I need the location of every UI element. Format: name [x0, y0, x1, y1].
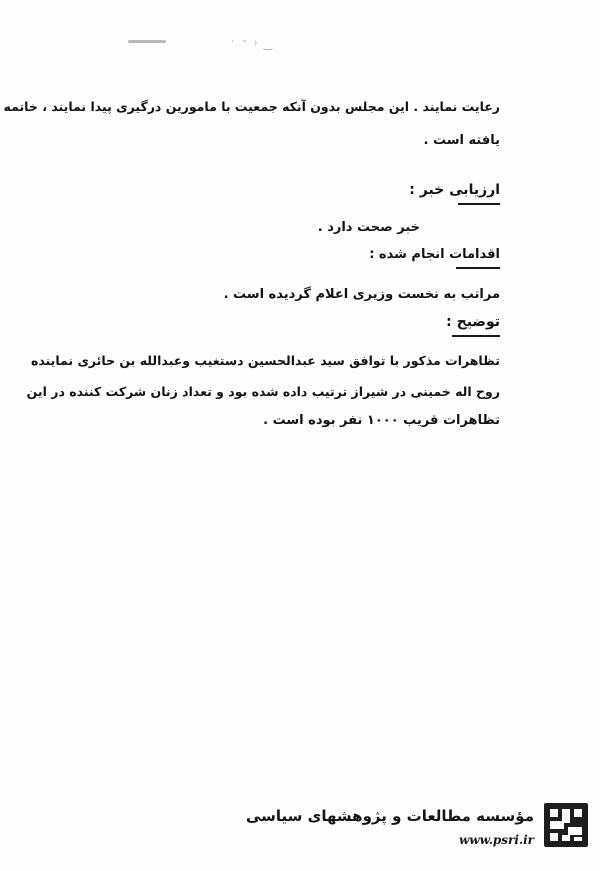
org-url[interactable]: www.psri.ir — [458, 833, 534, 847]
actions-underline — [456, 267, 500, 269]
evaluation-heading: ارزیابی خبر : — [409, 182, 500, 198]
actions-heading: اقدامات انجام شده : — [369, 247, 500, 262]
explanation-line-1: تظاهرات مذکور با توافق سید عبدالحسین دستغیب وعبدالله بن حائری نماینده — [30, 353, 500, 368]
text-line-1: رعایت نمایند . این مجلس بدون آنکه جمعیت با مامورین درگیری پیدا نمایند ، خاتمه — [3, 99, 500, 114]
actions-text: مراتب به نخست وزیری اعلام گردیده است . — [223, 287, 500, 302]
faint-dash — [128, 40, 166, 43]
psri-logo-icon — [544, 803, 588, 847]
explanation-heading: توضیح : — [446, 314, 500, 330]
explanation-underline — [452, 335, 500, 337]
text-line-2: یافته است . — [423, 133, 500, 148]
footer — [230, 801, 588, 861]
explanation-line-2: روح اله خمینی در شیراز ترتیب داده شده بود و تعداد زنان شرکت کننده در این — [26, 384, 500, 399]
evaluation-text: خبر صحت دارد . — [317, 220, 420, 235]
faint-header-marks: ˙ ˘ ⁾ ‿ — [230, 40, 275, 51]
explanation-line-3: تظاهرات قریب ۱۰۰۰ نفر بوده است . — [263, 413, 500, 428]
evaluation-underline — [458, 203, 500, 205]
org-name: مؤسسه مطالعات و پژوهشهای سیاسی — [245, 807, 534, 825]
